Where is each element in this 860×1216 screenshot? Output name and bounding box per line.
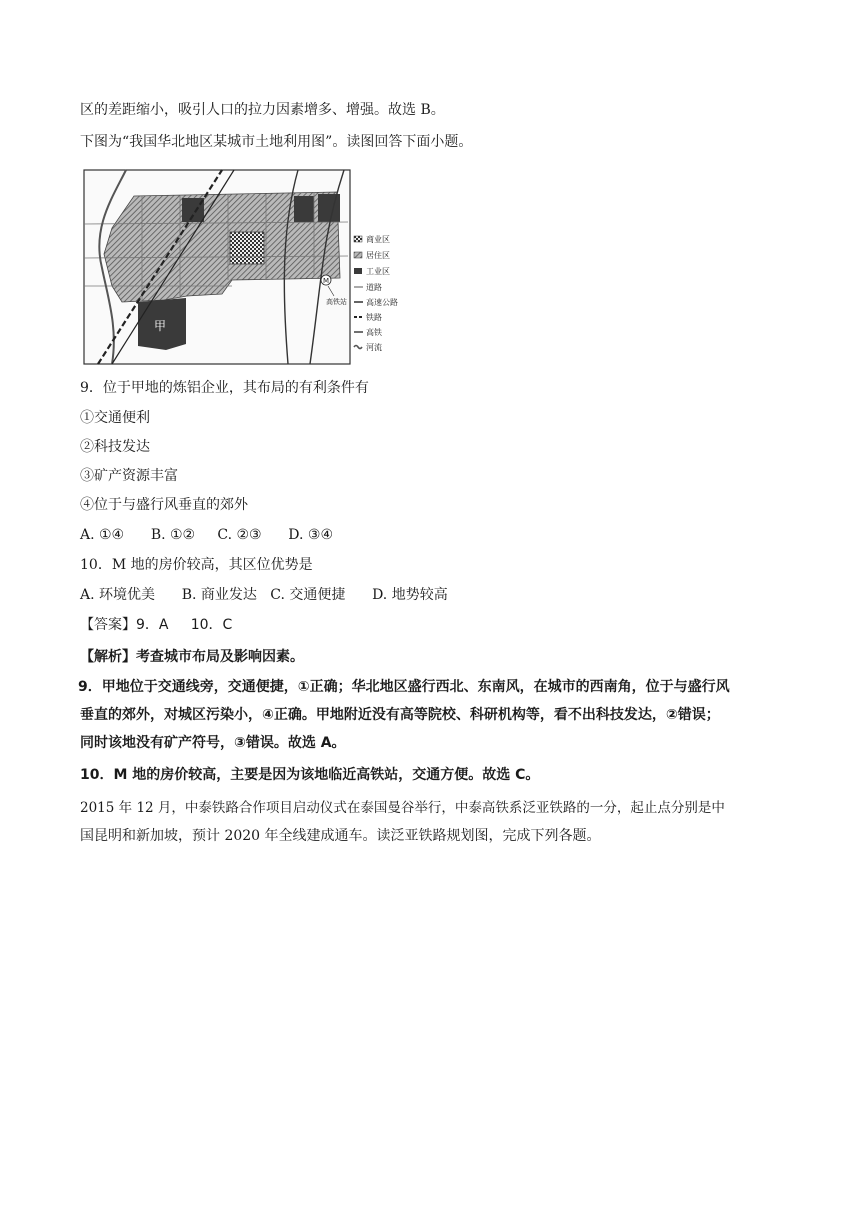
question-10: 10．M 地的房价较高，其区位优势是 — [80, 557, 313, 573]
land-use-map — [82, 168, 412, 368]
paragraph: 国昆明和新加坡，预计 2020 年全线建成通车。读泛亚铁路规划图，完成下列各题。 — [80, 828, 601, 844]
text-line: 区的差距缩小，吸引人口的拉力因素增多、增强。故选 B。 — [80, 102, 445, 118]
jia-label: 甲 — [154, 319, 167, 333]
question-9: 9．位于甲地的炼铝企业，其布局的有利条件有 — [80, 380, 369, 396]
answer-line: 【答案】9．A 10．C — [80, 617, 233, 633]
question-9-option: ④位于与盛行风垂直的郊外 — [80, 497, 248, 513]
question-9-choices: A. ①④ B. ①② C. ②③ D. ③④ — [80, 527, 333, 543]
question-9-option: ③矿产资源丰富 — [80, 468, 178, 484]
m-label: M — [323, 277, 330, 285]
analysis-10: 10．M 地的房价较高，主要是因为该地临近高铁站，交通方便。故选 C。 — [80, 767, 540, 783]
analysis-9: 9．甲地位于交通线旁，交通便捷，①正确；华北地区盛行西北、东南风，在城市的西南角，位于与盛行风 — [78, 679, 730, 695]
analysis-9: 垂直的郊外，对城区污染小，④正确。甲地附近没有高等院校、科研机构等，看不出科技发达，②错误； — [80, 707, 720, 723]
legend-commercial: 商业区 — [366, 235, 390, 244]
question-10-choices: A. 环境优美 B. 商业发达 C. 交通便捷 D. 地势较高 — [80, 587, 448, 603]
paragraph: 2015 年 12 月，中泰铁路合作项目启动仪式在泰国曼谷举行，中泰高铁系泛亚铁路的一分，起止点分别是中 — [80, 800, 725, 816]
legend-railway: 铁路 — [366, 313, 382, 322]
legend-residential: 居住区 — [366, 251, 390, 260]
question-9-option: ②科技发达 — [80, 439, 150, 455]
industrial-area — [318, 194, 340, 222]
commercial-area — [230, 232, 264, 264]
text-line: 下图为“我国华北地区某城市土地利用图”。读图回答下面小题。 — [80, 134, 473, 150]
legend-road: 道路 — [366, 283, 382, 292]
legend-high-speed-rail: 高铁 — [366, 328, 382, 337]
analysis-title: 【解析】考查城市布局及影响因素。 — [80, 649, 304, 665]
map-legend — [354, 234, 398, 352]
question-9-option: ①交通便利 — [80, 410, 150, 426]
legend-river: 河流 — [366, 343, 382, 352]
industrial-area — [294, 196, 314, 222]
analysis-9: 同时该地没有矿产符号，③错误。故选 A。 — [80, 735, 346, 751]
legend-industrial: 工业区 — [366, 267, 390, 276]
legend-highway: 高速公路 — [366, 298, 398, 307]
station-label: 高铁站 — [326, 298, 347, 306]
